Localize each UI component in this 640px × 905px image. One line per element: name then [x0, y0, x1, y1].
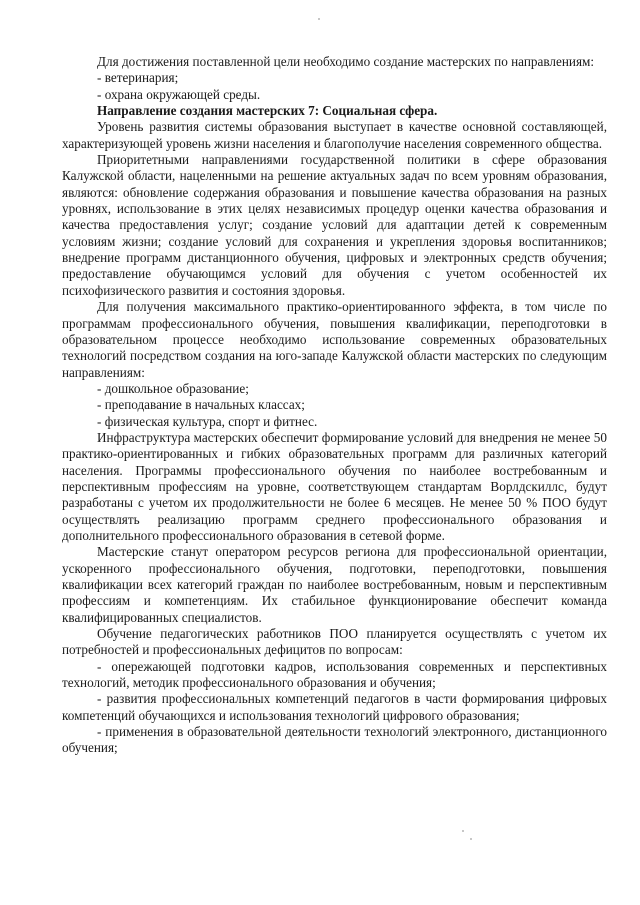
paragraph: Для получения максимального практико-ориентированного эффекта, в том числе по программам профессионального обучения, повышения квалификации, переподготовки в образовательном процессе необходимо использование современных образовательных технологий посредством создания на юго-западе Калужской области мастерских по следующим направлениям:: [62, 299, 607, 380]
list-item: - применения в образовательной деятельности технологий электронного, дистанционного обучения;: [62, 724, 607, 756]
paragraph: Уровень развития системы образования выступает в качестве основной составляющей, характеризующей уровень жизни населения и благополучие населения современного общества.: [62, 119, 607, 151]
list-item: - дошкольное образование;: [97, 380, 249, 396]
list-item: - опережающей подготовки кадров, использования современных и перспективных технологий, методик профессионального образования и обучения;: [62, 658, 607, 691]
list-item: - охрана окружающей среды.: [97, 86, 261, 102]
paragraph: Инфраструктура мастерских обеспечит формирование условий для внедрения не менее 50 практико-ориентированных и гибких образовательных программ для различных категорий населения. Программы профессионального обучения по наиболее востребованным и перспективным профессиям на уровне, соответствующем стандартам Ворлдскиллс, будут разработаны с учетом их продолжительности не более 6 месяцев. Не менее 50 % ПОО будут осуществлять реализацию программ среднего профессионального образования и дополнительного профессионального образования в сетевой форме.: [62, 429, 607, 543]
list-item: - ветеринария;: [97, 70, 179, 86]
scan-speck: [462, 830, 464, 832]
paragraph: Обучение педагогических работников ПОО планируется осуществлять с учетом их потребностей и профессиональных дефицитов по вопросам:: [62, 626, 607, 658]
scan-speck: [470, 838, 472, 840]
paragraph-goal: Для достижения поставленной цели необходимо создание мастерских по направлениям:: [97, 54, 595, 69]
paragraph: Мастерские станут оператором ресурсов региона для профессиональной ориентации, ускоренного профессионального обучения, подготовки, переподготовки, повышения квалификации всех категорий граждан по наиболее востребованным, новым и перспективным профессиям и компетенциям. Их стабильное функционирование обеспечит команда квалифицированных специалистов.: [62, 544, 607, 625]
scan-speck: [318, 18, 320, 20]
list-item: - преподавание в начальных классах;: [97, 397, 305, 413]
list-item: - развития профессиональных компетенций педагогов в части формирования цифровых компетенций обучающихся и использования технологий цифрового образования;: [62, 691, 607, 723]
document-page: [62, 54, 607, 757]
paragraph: Приоритетными направлениями государственной политики в сфере образования Калужской области, нацеленными на решение актуальных задач по всем уровням образования, являются: обновление содержания образования и повышение качества образования на разных уровнях, использование в этих целях независимых процедур оценки качества образования и качества предоставления услуг; создание условий для адаптации детей к современным условиям жизни; создание условий для сохранения и укрепления здоровья воспитанников; внедрение программ дистанционного обучения, цифровых и электронных средств обучения; предоставление обучающимся условий для обучения с учетом особенностей их психофизического развития и состояния здоровья.: [62, 152, 607, 298]
section-heading: Направление создания мастерских 7: Социальная сфера.: [97, 103, 438, 119]
list-item: - физическая культура, спорт и фитнес.: [97, 413, 318, 429]
